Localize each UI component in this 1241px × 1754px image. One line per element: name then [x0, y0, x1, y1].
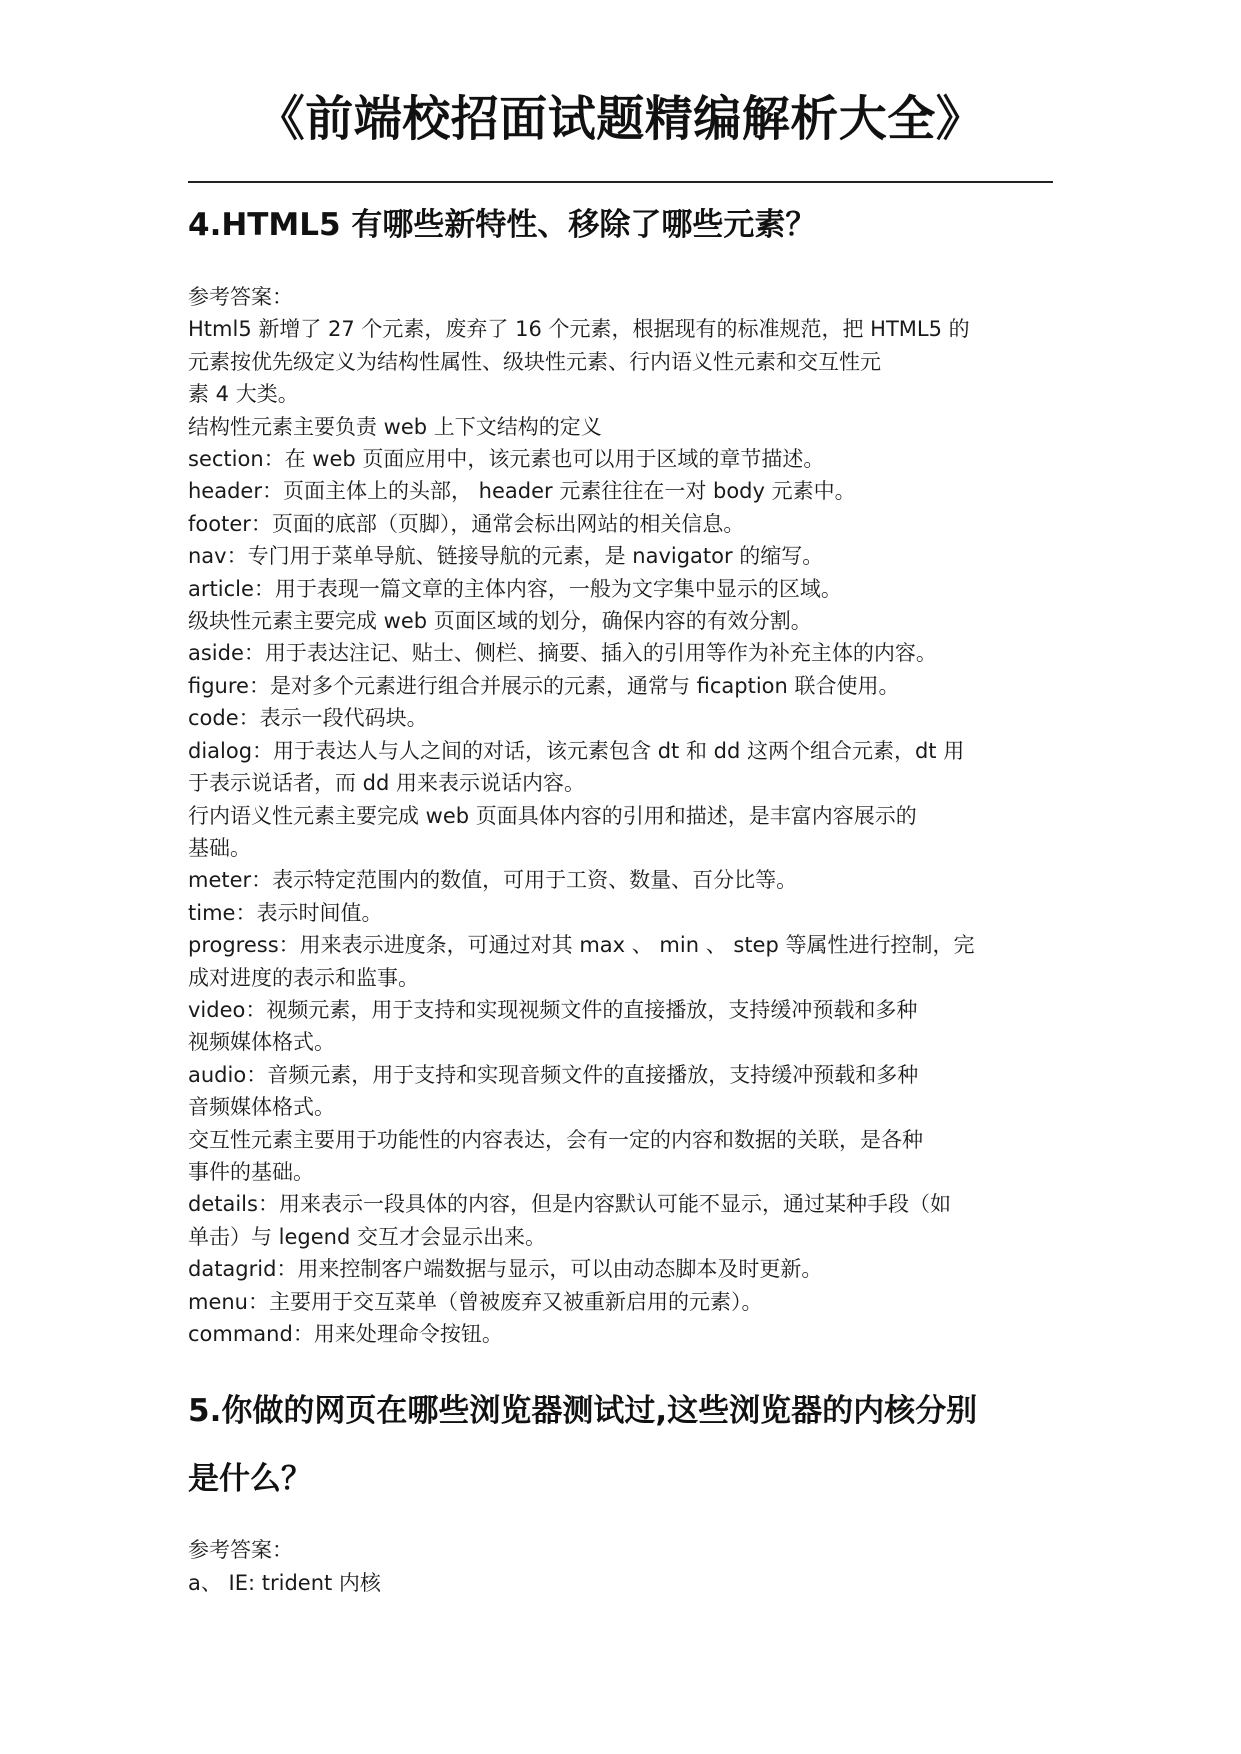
answer-line: nav：专门用于菜单导航、链接导航的元素，是 navigator 的缩写。 — [188, 544, 824, 569]
answer-line: Html5 新增了 27 个元素，废弃了 16 个元素，根据现有的标准规范，把 HTML5 的 — [188, 317, 970, 342]
question-4-answer — [188, 281, 1053, 1350]
answer-line: 元素按优先级定义为结构性属性、级块性元素、行内语义性元素和交互性元 — [188, 349, 881, 374]
answer-line: aside：用于表达注记、贴士、侧栏、摘要、插入的引用等作为补充主体的内容。 — [188, 641, 937, 666]
answer-line: meter：表示特定范围内的数值，可用于工资、数量、百分比等。 — [188, 868, 798, 893]
answer-line: 事件的基础。 — [188, 1159, 314, 1184]
question-5-heading-line2: 是什么？ — [188, 1461, 312, 1498]
answer-line: 结构性元素主要负责 web 上下文结构的定义 — [188, 414, 602, 439]
answer-line: 基础。 — [188, 835, 251, 860]
answer-line: 素 4 大类。 — [188, 382, 299, 407]
answer-line: video：视频元素，用于支持和实现视频文件的直接播放，支持缓冲预载和多种 — [188, 997, 918, 1022]
answer-label: 参考答案： — [188, 1538, 293, 1563]
answer-line: article：用于表现一篇文章的主体内容，一般为文字集中显示的区域。 — [188, 576, 842, 601]
answer-line: section：在 web 页面应用中，该元素也可以用于区域的章节描述。 — [188, 447, 825, 472]
answer-line: 级块性元素主要完成 web 页面区域的划分，确保内容的有效分割。 — [188, 609, 812, 634]
question-5-answer — [188, 1534, 1053, 1599]
answer-line: 于表示说话者，而 dd 用来表示说话内容。 — [188, 771, 586, 796]
answer-line: details：用来表示一段具体的内容，但是内容默认可能不显示，通过某种手段（如 — [188, 1192, 951, 1217]
question-5-heading-line1: 5.你做的网页在哪些浏览器测试过,这些浏览器的内核分别 — [188, 1393, 978, 1430]
question-4-heading: 4.HTML5 有哪些新特性、移除了哪些元素？ — [188, 207, 817, 243]
question-5-heading — [188, 1377, 1053, 1513]
answer-line: footer：页面的底部（页脚），通常会标出网站的相关信息。 — [188, 511, 745, 536]
answer-line: command：用来处理命令按钮。 — [188, 1322, 503, 1346]
answer-line: 交互性元素主要用于功能性的内容表达，会有一定的内容和数据的关联，是各种 — [188, 1127, 923, 1152]
answer-line: progress：用来表示进度条，可通过对其 max 、 min 、 step 等属性进行控制，完 — [188, 933, 975, 958]
answer-line: dialog：用于表达人与人之间的对话，该元素包含 dt 和 dd 这两个组合元素，dt 用 — [188, 738, 965, 763]
answer-line: datagrid：用来控制客户端数据与显示，可以由动态脚本及时更新。 — [188, 1257, 823, 1282]
answer-line: 音频媒体格式。 — [188, 1095, 335, 1120]
answer-line: time：表示时间值。 — [188, 900, 383, 925]
answer-line: menu：主要用于交互菜单（曾被废弃又被重新启用的元素）。 — [188, 1289, 763, 1314]
answer-line: 成对进度的表示和监事。 — [188, 965, 419, 990]
answer-line: header：页面主体上的头部， header 元素往往在一对 body 元素中。 — [188, 479, 856, 504]
document-title: 《前端校招面试题精编解析大全》 — [256, 91, 985, 147]
answer-line: 视频媒体格式。 — [188, 1030, 335, 1055]
answer-label: 参考答案： — [188, 285, 293, 309]
answer-line: a、 IE: trident 内核 — [188, 1570, 381, 1595]
answer-line: figure：是对多个元素进行组合并展示的元素，通常与 ficaption 联合使用。 — [188, 673, 900, 698]
answer-line: code：表示一段代码块。 — [188, 706, 428, 731]
answer-line: 行内语义性元素主要完成 web 页面具体内容的引用和描述，是丰富内容展示的 — [188, 803, 917, 828]
answer-line: audio：音频元素，用于支持和实现音频文件的直接播放，支持缓冲预载和多种 — [188, 1062, 919, 1087]
title-divider — [188, 181, 1053, 183]
answer-line: 单击）与 legend 交互才会显示出来。 — [188, 1224, 546, 1249]
